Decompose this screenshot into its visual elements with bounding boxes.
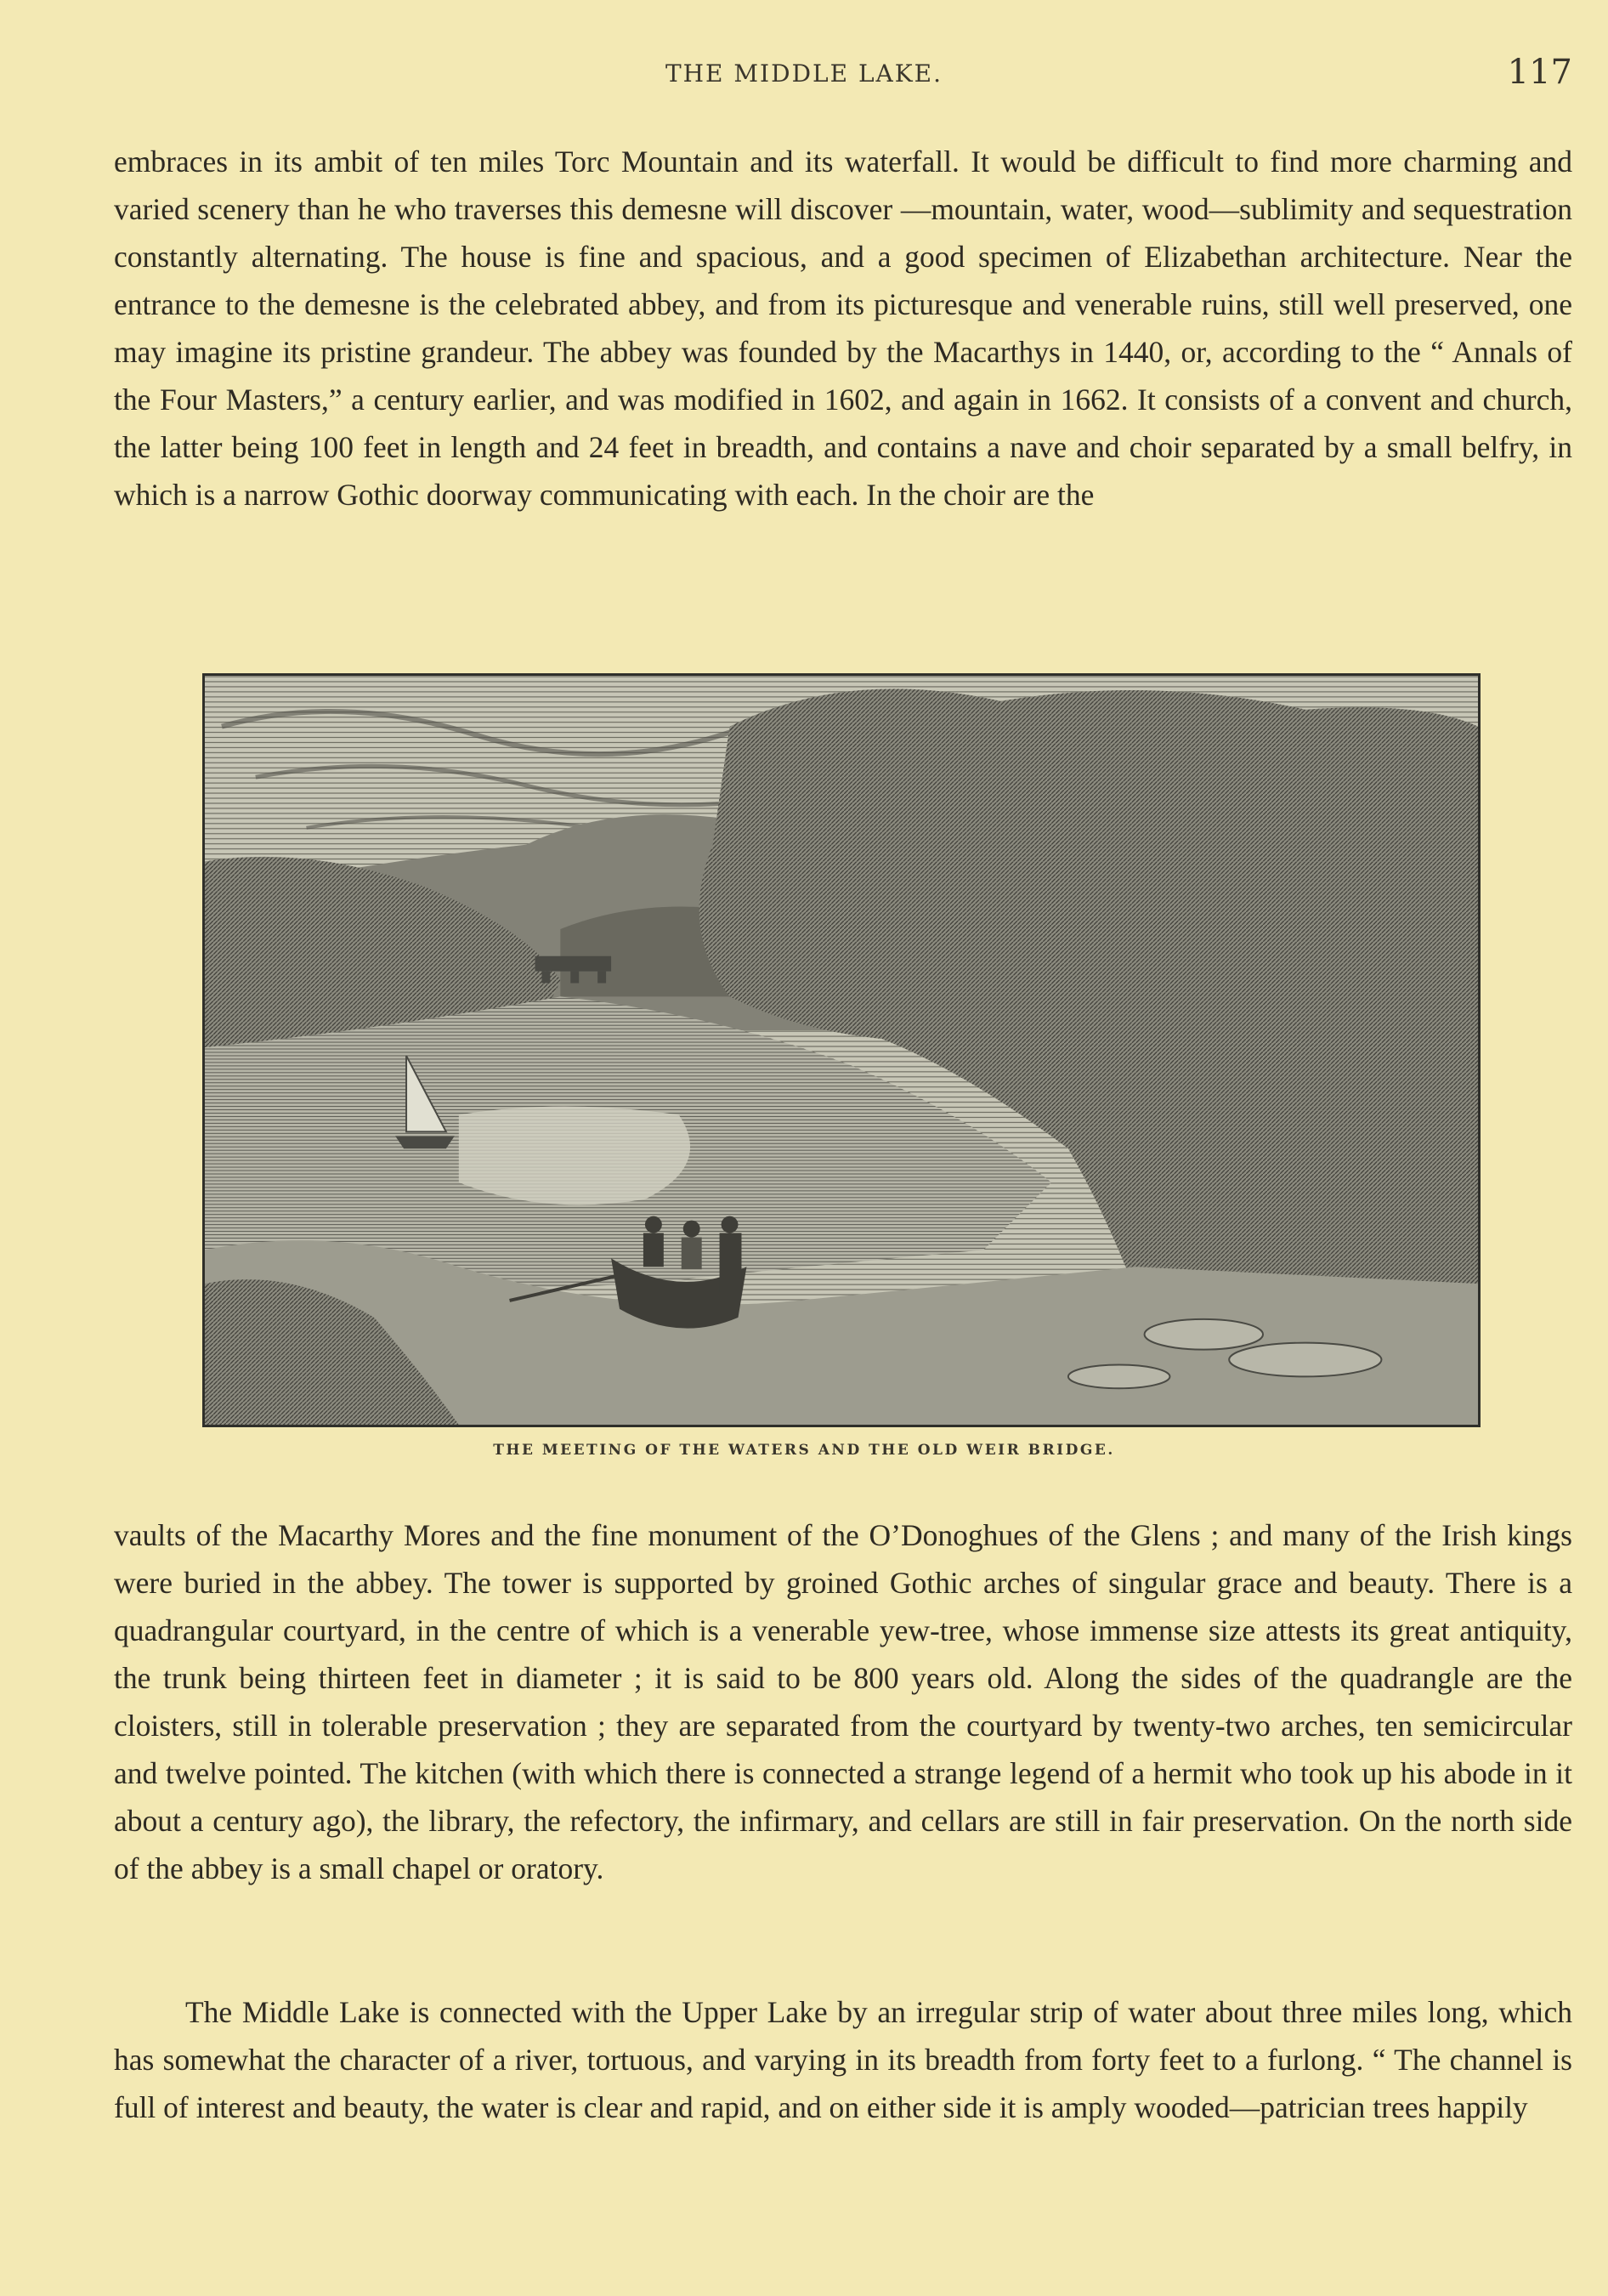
running-head <box>0 53 1608 95</box>
body-paragraph: The Middle Lake is connected with the Upper Lake by an irregular strip of water about three miles long, which has somewhat the character of a river, tortuous, and varying in its breadth from forty feet to a furlong. “ The channel is full of interest and beauty, the water is clear and rapid, and on either side it is amply wooded—patrician trees happily <box>114 1995 1572 2124</box>
body-paragraph: embraces in its ambit of ten miles Torc Mountain and its waterfall. It would be difficult to find more charming and varied scenery than he who traverses this demesne will discover —mountain, water, wood—sublimity and sequestration constantly alternating. The house is fine and spacious, and a good specimen of Elizabethan architecture. Near the entrance to the demesne is the celebrated abbey, and from its picturesque and venerable ruins, still well preserved, one may imagine its pristine grandeur. The abbey was founded by the Macarthys in 1440, or, according to the “ Annals of the Four Masters,” a century earlier, and was modified in 1602, and again in 1662. It consists of a convent and church, the latter being 100 feet in length and 24 feet in breadth, and contains a nave and choir separated by a small belfry, in which is a narrow Gothic doorway communicating with each. In the choir are the <box>114 145 1572 512</box>
bridge <box>535 956 611 984</box>
body-paragraph: vaults of the Macarthy Mores and the fine monument of the O’Donoghues of the Glens ; and many of the Irish kings were buried in the abbey. The tower is supported by groined Gothic arches of singular grace and beauty. There is a quadrangular courtyard, in the centre of which is a venerable yew-tree, whose immense size attests its great antiquity, the trunk being thirteen feet in diameter ; it is said to be 800 years old. Along the sides of the quadrangle are the cloisters, still in tolerable preservation ; they are separated from the courtyard by twenty-two arches, ten semicircular and twelve pointed. The kitchen (with which there is connected a strange legend of a hermit who took up his abode in it about a century ago), the library, the refectory, the infirmary, and cellars are still in fair preservation. On the north side of the abbey is a small chapel or oratory. <box>114 1518 1572 1885</box>
engraving-illustration <box>202 673 1481 1427</box>
figure-caption: THE MEETING OF THE WATERS AND THE OLD WEIR BRIDGE. <box>493 1442 1115 1459</box>
running-title: THE MIDDLE LAKE. <box>665 60 943 88</box>
page-number: 117 <box>1507 53 1572 92</box>
